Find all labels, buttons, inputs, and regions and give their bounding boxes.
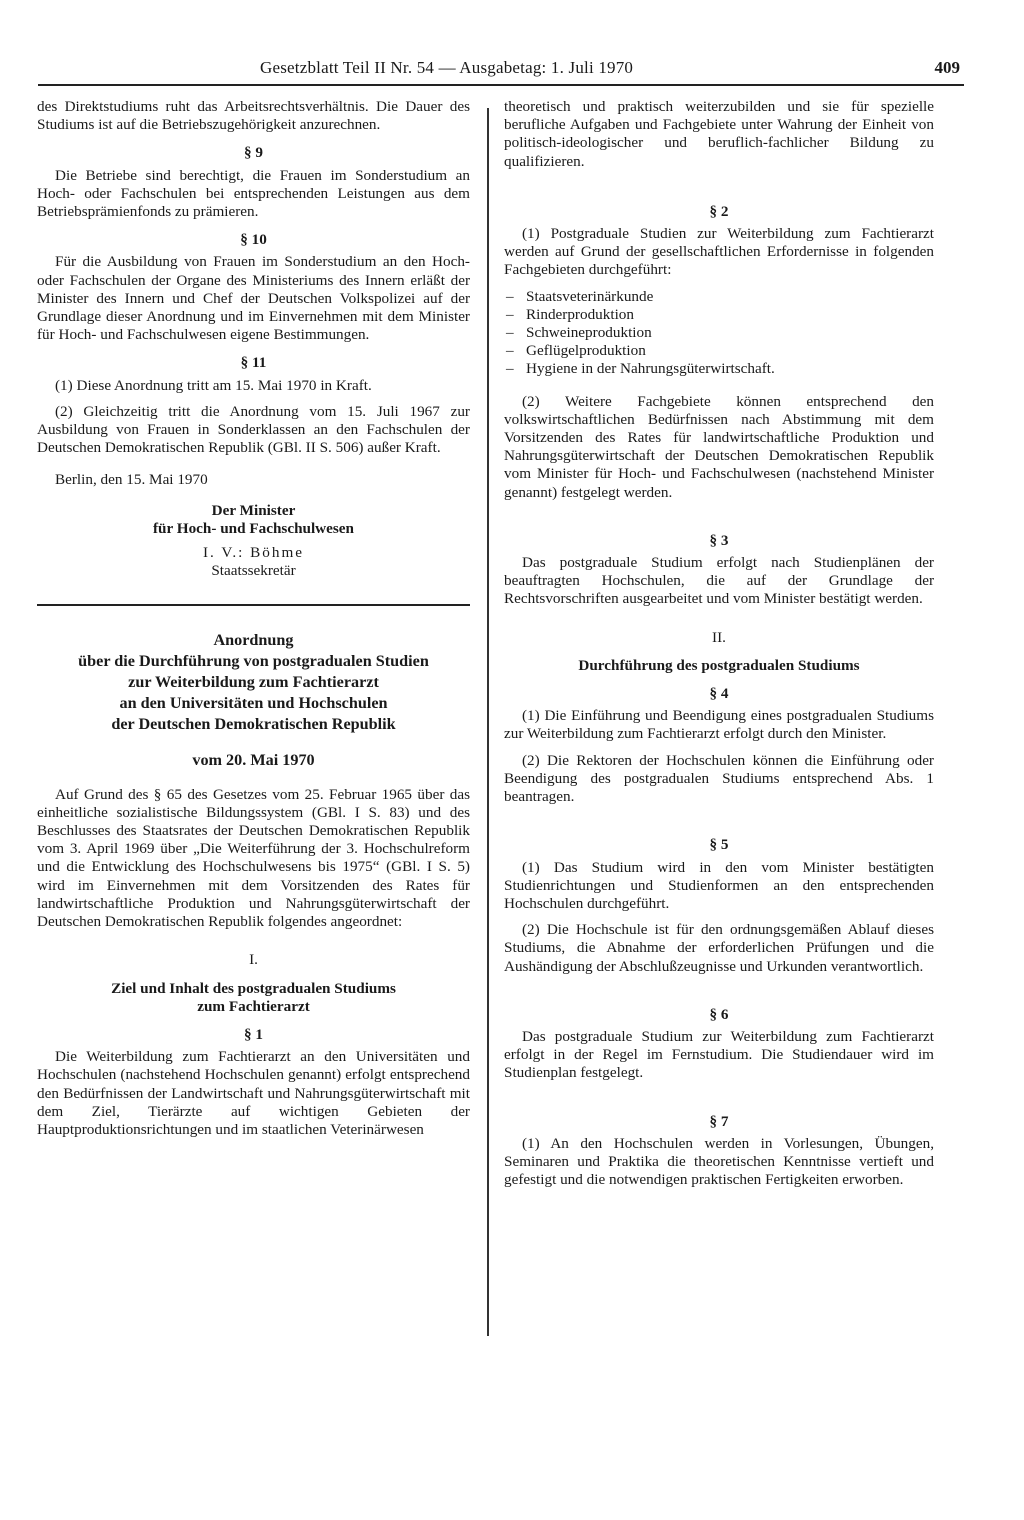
section-3-text: Das postgraduale Studium erfolgt nach Studienplänen der beauftragten Hochschulen, die auf der Grundlage der Rechtsvorschriften ausgearbeitet und vom Minister bestätigt werden.	[504, 554, 934, 608]
continued-paragraph: des Direktstudiums ruht das Arbeitsrechtsverhältnis. Die Dauer des Studiums ist auf die Betriebszugehörigkeit anzurechnen.	[37, 98, 470, 134]
section-heading-1: § 1	[244, 1025, 263, 1043]
section-2-paragraph-1: (1) Postgraduale Studien zur Weiterbildung zum Fachtierarzt werden auf Grund der gesellschaftlichen Erfordernisse in folgenden Fachgebieten durchgeführt:	[504, 225, 934, 279]
document-title-line: über die Durchführung von postgradualen Studien	[78, 652, 429, 671]
signature-ministry: für Hoch- und Fachschulwesen	[153, 519, 354, 537]
preamble: Auf Grund des § 65 des Gesetzes vom 25. Februar 1965 über das einheitliche sozialistische Bildungssystem (GBl. I S. 83) und des Beschlusses des Staatsrates der Deutschen Demokratischen Republik vom 3. April 1969 über „Die Weiterführung der 3. Hochschulreform und die Entwicklung des Hochschulwesens bis 1975“ (GBl. I S. 5) wird im Einvernehmen mit dem Vorsitzenden des Rates für landwirtschaftliche Produktion und Nahrungsgüterwirtschaft der Deutschen Demokratischen Republik folgendes angeordnet:	[37, 785, 470, 931]
chapter-title	[37, 980, 470, 1016]
list-item: – Rinderproduktion	[504, 306, 934, 324]
section-heading-11: § 11	[240, 354, 267, 372]
document-title-line: an den Universitäten und Hochschulen	[119, 694, 388, 713]
section-11-paragraph-2: (2) Gleichzeitig tritt die Anordnung vom 15. Juli 1967 zur Ausbildung von Frauen in Sonderklassen an den Fachschulen der Deutschen Demokratischen Republik (GBl. II S. 506) außer Kraft.	[37, 402, 470, 457]
chapter-title: Durchführung des postgradualen Studiums	[578, 656, 860, 674]
section-heading-2: § 2	[709, 202, 729, 220]
chapter-title-line: zum Fachtierarzt	[197, 997, 310, 1015]
list-item: – Geflügelproduktion	[504, 342, 934, 360]
section-5-paragraph-2: (2) Die Hochschule ist für den ordnungsgemäßen Ablauf dieses Studiums, die Abnahme der erforderlichen Prüfungen und die Aushändigung der Abschlußzeugnisse und Urkunden verantwortlich.	[504, 921, 934, 975]
chapter-number: II.	[712, 628, 726, 646]
subject-list	[504, 288, 934, 379]
signature-name: I. V.: Böhme	[202, 544, 305, 562]
continued-paragraph: theoretisch und praktisch weiterzubilden und sie für spezielle berufliche Aufgaben und Fachgebiete unter Wahrung der Einheit von politisch-ideologischer und beruflich-fachlicher Bildung zu qualifizieren.	[504, 98, 934, 170]
list-item: – Hygiene in der Nahrungsgüterwirtschaft.	[504, 360, 934, 378]
place-date: Berlin, den 15. Mai 1970	[55, 471, 208, 489]
section-10-text: Für die Ausbildung von Frauen im Sonderstudium an den Hoch- oder Fachschulen der Organe des Ministeriums des Innern erläßt der Minister des Innern und Chef der Deutschen Volkspolizei auf der Grundlage dieser Anordnung und im Einvernehmen mit dem Minister für Hoch- und Fachschulwesen eigene Bestimmungen.	[37, 253, 470, 344]
section-heading-5: § 5	[709, 836, 729, 854]
section-heading-3: § 3	[709, 531, 729, 549]
right-column	[504, 98, 934, 1197]
signature-title: Der Minister	[211, 501, 296, 519]
page-number: 409	[934, 58, 960, 77]
section-4-paragraph-1: (1) Die Einführung und Beendigung eines postgradualen Studiums zur Weiterbildung zum Fachtierarzt erfolgt durch den Minister.	[504, 707, 934, 743]
section-6-text: Das postgraduale Studium zur Weiterbildung zum Fachtierarzt erfolgt in der Regel im Fernstudium. Die Studiendauer wird im Studienplan festgelegt.	[504, 1027, 934, 1082]
chapter-number: I.	[249, 951, 258, 969]
document-separator	[37, 604, 470, 606]
document-title-line: Anordnung	[213, 631, 294, 650]
section-heading-6: § 6	[709, 1005, 729, 1023]
section-9-text: Die Betriebe sind berechtigt, die Frauen im Sonderstudium an Hoch- oder Fachschulen bei entsprechenden Leistungen aus dem Betriebsprämienfonds zu prämieren.	[37, 166, 470, 221]
chapter-title-line: Ziel und Inhalt des postgradualen Studiums	[111, 979, 396, 997]
signature-role: Staatssekretär	[211, 562, 296, 580]
section-heading-10: § 10	[240, 231, 267, 249]
section-heading-9: § 9	[244, 144, 263, 162]
header-title: Gesetzblatt Teil II Nr. 54 — Ausgabetag: 1. Juli 1970	[260, 58, 634, 77]
section-5-paragraph-1: (1) Das Studium wird in den vom Minister bestätigten Studienrichtungen und Studienformen an den entsprechenden Hochschulen durchgeführt.	[504, 858, 934, 912]
document-title	[37, 630, 470, 735]
section-1-text: Die Weiterbildung zum Fachtierarzt an den Universitäten und Hochschulen (nachstehend Hochschulen genannt) erfolgt entsprechend den Bedürfnissen der Landwirtschaft und Nahrungsgüterwirtschaft mit dem Ziel, Tierärzte auf wichtigen Gebieten der Hauptproduktionsrichtungen und im staatlichen Veterinärwesen	[37, 1048, 470, 1138]
section-heading-4: § 4	[709, 685, 729, 703]
list-item: – Schweineproduktion	[504, 324, 934, 342]
section-7-paragraph-1: (1) An den Hochschulen werden in Vorlesungen, Übungen, Seminaren und Praktika die theoretischen Kenntnisse vertieft und gefestigt und die notwendigen praktischen Fertigkeiten erworben.	[504, 1134, 934, 1189]
document-title-line: der Deutschen Demokratischen Republik	[111, 715, 396, 734]
document-title-line: zur Weiterbildung zum Fachtierarzt	[128, 673, 379, 692]
signature-block	[37, 502, 470, 581]
document-date: vom 20. Mai 1970	[192, 751, 315, 770]
page-header	[40, 58, 960, 82]
header-rule	[38, 84, 964, 86]
section-4-paragraph-2: (2) Die Rektoren der Hochschulen können die Einführung oder Beendigung des postgradualen Studiums entsprechend Abs. 1 beantragen.	[504, 751, 934, 806]
list-item: – Staatsveterinärkunde	[504, 288, 934, 306]
section-heading-7: § 7	[709, 1112, 729, 1130]
section-2-paragraph-2: (2) Weitere Fachgebiete können entsprechend den volkswirtschaftlichen Bedürfnissen nach Abstimmung mit dem Vorsitzenden des Rates für landwirtschaftliche Produktion und Nahrungsgüterwirtschaft der Deutschen Demokratischen Republik vom Minister für Hoch- und Fachschulwesen (nachstehend Minister genannt) festgelegt werden.	[504, 392, 934, 501]
column-divider	[487, 108, 489, 1336]
left-column	[37, 98, 470, 1147]
section-11-paragraph-1: (1) Diese Anordnung tritt am 15. Mai 1970 in Kraft.	[55, 376, 372, 394]
